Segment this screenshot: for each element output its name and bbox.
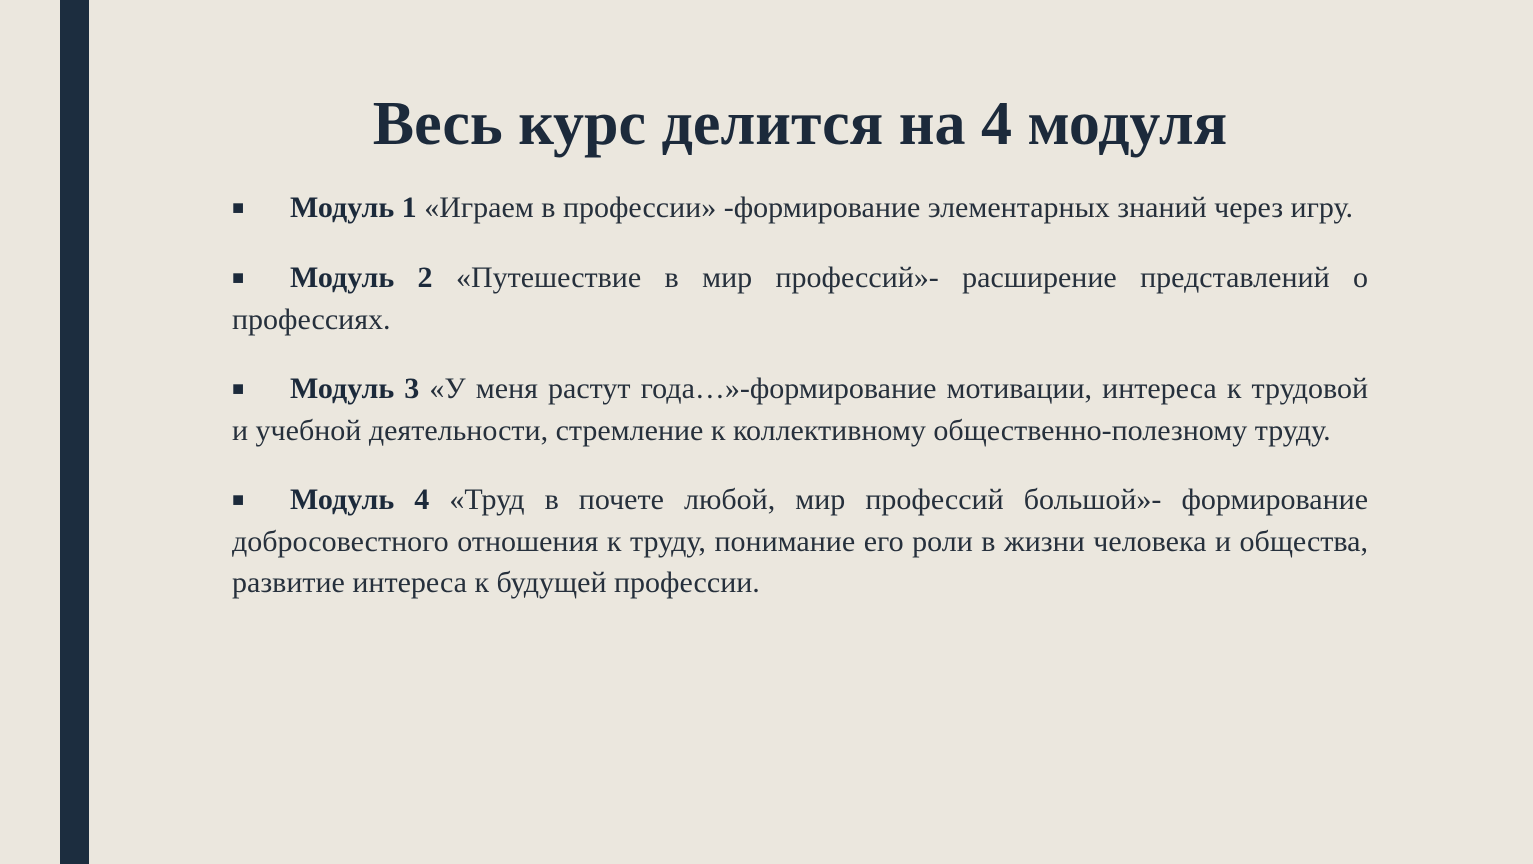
- list-item: [232, 187, 1368, 229]
- module-label: Модуль 3: [290, 372, 420, 405]
- module-label: Модуль 1: [290, 191, 417, 224]
- module-description: «Труд в почете любой, мир профессий большой»- формирование добросовестного отношения к труду, понимание его роли в жизни человека и общества, развитие интереса к будущей профессии.: [232, 483, 1369, 599]
- list-item: [232, 257, 1368, 340]
- module-description: «Играем в профессии» -формирование элементарных знаний через игру.: [424, 191, 1354, 224]
- square-bullet-icon: ■: [232, 267, 245, 289]
- module-description: «Путешествие в мир профессий»- расширение представлений о профессиях.: [232, 261, 1369, 336]
- square-bullet-icon: ■: [232, 378, 245, 400]
- module-label: Модуль 2: [290, 261, 433, 294]
- square-bullet-icon: ■: [232, 197, 245, 219]
- accent-side-bar: [60, 0, 89, 864]
- list-item: [232, 479, 1368, 603]
- module-label: Модуль 4: [290, 483, 430, 516]
- module-description: «У меня растут года…»-формирование мотивации, интереса к трудовой и учебной деятельности, стремление к коллективному общественно-полезному труду.: [232, 372, 1368, 447]
- square-bullet-icon: ■: [232, 489, 245, 511]
- slide-title: Весь курс делится на 4 модуля: [372, 90, 1228, 158]
- module-list: [232, 187, 1368, 631]
- list-item: [232, 368, 1368, 451]
